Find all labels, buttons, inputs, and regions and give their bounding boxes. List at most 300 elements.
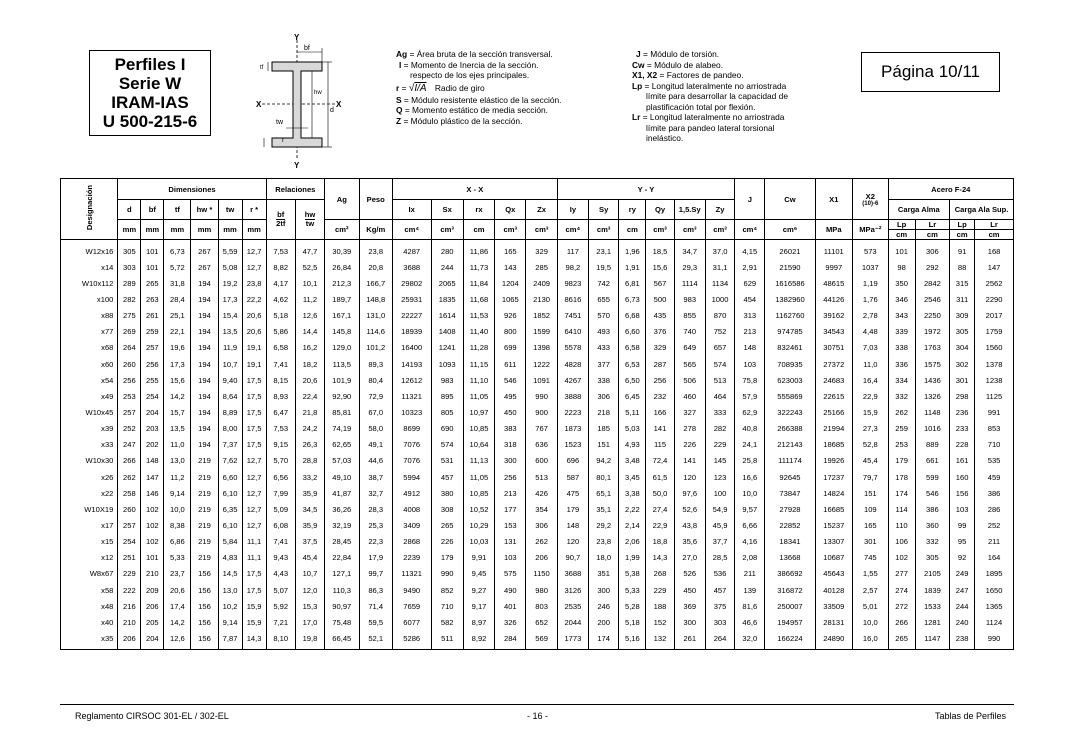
table-cell: 7076 bbox=[392, 437, 431, 453]
table-row bbox=[61, 485, 1014, 501]
table-cell: 148 bbox=[735, 340, 765, 356]
table-cell: 991 bbox=[975, 404, 1014, 420]
title-line-1: Perfiles I bbox=[114, 55, 186, 74]
table-cell: 143 bbox=[495, 259, 526, 275]
table-cell: 16,0 bbox=[853, 630, 888, 649]
table-cell: 800 bbox=[495, 324, 526, 340]
table-cell: 194 bbox=[191, 404, 218, 420]
col-r: r * bbox=[242, 200, 266, 220]
legend-left-sym-5: Q bbox=[396, 105, 403, 115]
table-cell: 1065 bbox=[495, 291, 526, 307]
table-cell: 17,5 bbox=[242, 404, 266, 420]
table-cell: 52,6 bbox=[674, 501, 705, 517]
table-cell: 194 bbox=[191, 356, 218, 372]
table-cell: 11,10 bbox=[463, 372, 494, 388]
unit-cell: cm bbox=[619, 220, 646, 240]
table-cell: 66,45 bbox=[325, 630, 359, 649]
table-cell: 20,6 bbox=[242, 324, 266, 340]
table-cell: 98,2 bbox=[557, 259, 588, 275]
table-cell: 22,9 bbox=[646, 517, 674, 533]
table-cell: 274 bbox=[888, 582, 915, 598]
table-cell: 4287 bbox=[392, 240, 431, 260]
table-cell: 131 bbox=[495, 534, 526, 550]
table-cell: 43,8 bbox=[674, 517, 705, 533]
table-cell: 9,43 bbox=[266, 550, 295, 566]
table-cell: 360 bbox=[915, 517, 949, 533]
table-cell: 61,5 bbox=[646, 469, 674, 485]
table-cell: 6,73 bbox=[164, 240, 191, 260]
table-cell: 74,19 bbox=[325, 421, 359, 437]
table-cell: 258 bbox=[118, 485, 141, 501]
table-cell: 194 bbox=[191, 308, 218, 324]
table-cell: 65,1 bbox=[589, 485, 619, 501]
table-cell: 256 bbox=[141, 356, 164, 372]
table-cell: 261 bbox=[141, 308, 164, 324]
table-cell: 1650 bbox=[975, 582, 1014, 598]
header-j: J bbox=[735, 179, 765, 220]
table-cell: 92 bbox=[950, 550, 975, 566]
table-cell: 102 bbox=[141, 517, 164, 533]
table-row bbox=[61, 324, 1014, 340]
table-cell: 11,53 bbox=[463, 308, 494, 324]
table-cell: 12,7 bbox=[242, 501, 266, 517]
table-cell: 256 bbox=[118, 372, 141, 388]
table-cell: 194957 bbox=[765, 614, 815, 630]
table-cell: 101 bbox=[888, 240, 915, 260]
table-cell: 23,8 bbox=[589, 534, 619, 550]
table-cell: 6410 bbox=[557, 324, 588, 340]
table-cell: 59,5 bbox=[359, 614, 392, 630]
col-zy: Zy bbox=[705, 200, 734, 220]
table-cell: 26,84 bbox=[325, 259, 359, 275]
table-cell: 260 bbox=[118, 356, 141, 372]
table-cell: 5,33 bbox=[619, 582, 646, 598]
header-carga-alma: Carga Alma bbox=[888, 200, 950, 220]
table-cell: 1365 bbox=[975, 598, 1014, 614]
title-box bbox=[89, 50, 211, 136]
table-cell: 204 bbox=[141, 630, 164, 649]
table-cell: 803 bbox=[526, 598, 557, 614]
col-zx: Zx bbox=[526, 200, 557, 220]
table-cell: 165 bbox=[853, 517, 888, 533]
table-cell: 131,0 bbox=[359, 308, 392, 324]
table-cell: 5,18 bbox=[619, 614, 646, 630]
table-cell: 526 bbox=[674, 566, 705, 582]
table-cell: 54,9 bbox=[705, 501, 734, 517]
table-cell: 4,15 bbox=[735, 240, 765, 260]
table-cell: 253 bbox=[118, 388, 141, 404]
table-cell: 50,0 bbox=[646, 485, 674, 501]
table-cell: 740 bbox=[674, 324, 705, 340]
table-cell: 5,38 bbox=[619, 566, 646, 582]
table-cell: 350 bbox=[888, 275, 915, 291]
table-cell: 6,68 bbox=[619, 308, 646, 324]
table-cell: 926 bbox=[495, 308, 526, 324]
table-cell: 85,81 bbox=[325, 404, 359, 420]
table-cell: 286 bbox=[975, 501, 1014, 517]
table-cell: 10,7 bbox=[295, 566, 324, 582]
unit-cell: cm⁴ bbox=[557, 220, 588, 240]
table-cell: 300 bbox=[589, 582, 619, 598]
table-cell: 895 bbox=[431, 388, 463, 404]
table-cell: 805 bbox=[431, 404, 463, 420]
table-cell: 267 bbox=[191, 259, 218, 275]
table-cell: 147 bbox=[975, 259, 1014, 275]
legend-right-sym-1: Cw bbox=[632, 59, 645, 70]
table-cell: 5,59 bbox=[218, 240, 242, 260]
table-cell: 9,91 bbox=[463, 550, 494, 566]
table-cell: 4,16 bbox=[735, 534, 765, 550]
col-tf: tf bbox=[164, 200, 191, 220]
table-row bbox=[61, 501, 1014, 517]
col-qx: Qx bbox=[495, 200, 526, 220]
table-cell: 4828 bbox=[557, 356, 588, 372]
table-cell: 377 bbox=[589, 356, 619, 372]
table-cell: 17,0 bbox=[295, 614, 324, 630]
table-cell: 600 bbox=[526, 453, 557, 469]
table-cell: 500 bbox=[646, 291, 674, 307]
table-cell: 22,1 bbox=[164, 324, 191, 340]
table-row bbox=[61, 356, 1014, 372]
table-cell: 1,91 bbox=[619, 259, 646, 275]
table-cell: 5,07 bbox=[266, 582, 295, 598]
table-cell: 575 bbox=[495, 566, 526, 582]
table-cell: 1326 bbox=[915, 388, 949, 404]
table-cell: 322243 bbox=[765, 404, 815, 420]
row-designation: x33 bbox=[61, 437, 118, 453]
table-cell: 25931 bbox=[392, 291, 431, 307]
table-cell: 7,41 bbox=[266, 356, 295, 372]
table-cell: 101 bbox=[141, 259, 164, 275]
table-cell: 490 bbox=[495, 582, 526, 598]
table-cell: 254 bbox=[141, 388, 164, 404]
header-relaciones: Relaciones bbox=[266, 179, 324, 200]
table-cell: 6,47 bbox=[266, 404, 295, 420]
table-cell: 101 bbox=[141, 240, 164, 260]
table-cell: 546 bbox=[495, 372, 526, 388]
table-cell: 386 bbox=[915, 501, 949, 517]
acero-col-unit: cm bbox=[956, 230, 968, 239]
table-cell: 2065 bbox=[431, 275, 463, 291]
table-cell: 102 bbox=[141, 501, 164, 517]
table-cell: 244 bbox=[950, 598, 975, 614]
table-cell: 4267 bbox=[557, 372, 588, 388]
table-cell: 3,48 bbox=[619, 453, 646, 469]
label-d: d bbox=[330, 107, 334, 114]
table-cell: 767 bbox=[526, 421, 557, 437]
table-cell: 4,83 bbox=[218, 550, 242, 566]
col-bf-2tf: $\frac{bf}{2tf}$ bbox=[266, 200, 295, 240]
table-cell: 257 bbox=[141, 340, 164, 356]
table-cell: 10687 bbox=[815, 550, 853, 566]
table-cell: 15,9 bbox=[853, 404, 888, 420]
table-cell: 17,5 bbox=[242, 582, 266, 598]
table-cell: 211 bbox=[975, 534, 1014, 550]
table-cell: 29,3 bbox=[674, 259, 705, 275]
table-cell: 109 bbox=[853, 501, 888, 517]
table-cell: 710 bbox=[431, 598, 463, 614]
table-cell: 20,6 bbox=[242, 308, 266, 324]
acero-col-label: Lr bbox=[975, 220, 1013, 230]
table-cell: 262 bbox=[118, 469, 141, 485]
table-cell: 18,0 bbox=[589, 550, 619, 566]
legend-left-txt-4: = Módulo resistente elástico de la sección. bbox=[401, 94, 562, 105]
table-cell: 62,9 bbox=[735, 404, 765, 420]
table-cell: 19,2 bbox=[218, 275, 242, 291]
unit-cell: mm bbox=[141, 220, 164, 240]
table-cell: 7,53 bbox=[266, 240, 295, 260]
table-cell: 287 bbox=[646, 356, 674, 372]
table-cell: 1599 bbox=[526, 324, 557, 340]
table-cell: 12,7 bbox=[242, 240, 266, 260]
table-cell: 9490 bbox=[392, 582, 431, 598]
table-cell: 10,03 bbox=[463, 534, 494, 550]
table-cell: 236 bbox=[950, 404, 975, 420]
table-cell: 13307 bbox=[815, 534, 853, 550]
row-designation: x48 bbox=[61, 598, 118, 614]
row-designation: x88 bbox=[61, 308, 118, 324]
table-cell: 3409 bbox=[392, 517, 431, 533]
table-cell: 16685 bbox=[815, 501, 853, 517]
row-designation: W10x45 bbox=[61, 404, 118, 420]
table-cell: 7,41 bbox=[266, 534, 295, 550]
table-cell: 12,6 bbox=[164, 630, 191, 649]
table-cell: 27,0 bbox=[674, 550, 705, 566]
table-cell: 332 bbox=[888, 388, 915, 404]
table-cell: 20,6 bbox=[164, 582, 191, 598]
table-cell: 178 bbox=[888, 469, 915, 485]
acero-col-header bbox=[915, 220, 949, 240]
header-x1: X1 bbox=[815, 179, 853, 220]
table-cell: 7,21 bbox=[266, 614, 295, 630]
table-cell: 333 bbox=[705, 404, 734, 420]
table-cell: 354 bbox=[526, 501, 557, 517]
table-row bbox=[61, 534, 1014, 550]
table-cell: 260 bbox=[118, 501, 141, 517]
table-cell: 34,7 bbox=[674, 240, 705, 260]
table-cell: 222 bbox=[118, 582, 141, 598]
table-cell: 11,1 bbox=[242, 550, 266, 566]
unit-cell: mm bbox=[118, 220, 141, 240]
table-cell: 17,9 bbox=[359, 550, 392, 566]
table-cell: 6,60 bbox=[218, 469, 242, 485]
table-row bbox=[61, 259, 1014, 275]
table-cell: 1759 bbox=[975, 324, 1014, 340]
table-cell: 167,1 bbox=[325, 308, 359, 324]
table-cell: 11,9 bbox=[218, 340, 242, 356]
table-cell: 305 bbox=[118, 240, 141, 260]
table-cell: 1533 bbox=[915, 598, 949, 614]
table-cell: 265 bbox=[431, 517, 463, 533]
legend-right-sym-6: Lr bbox=[632, 112, 641, 122]
table-cell: 15,6 bbox=[646, 259, 674, 275]
table-cell: 250007 bbox=[765, 598, 815, 614]
unit-cell: cm³ bbox=[526, 220, 557, 240]
table-cell: 211 bbox=[735, 566, 765, 582]
table-cell: 24890 bbox=[815, 630, 853, 649]
table-cell: 20,6 bbox=[295, 372, 324, 388]
table-cell: 255 bbox=[141, 372, 164, 388]
table-cell: 1222 bbox=[526, 356, 557, 372]
table-cell: 302 bbox=[950, 356, 975, 372]
table-cell: 10,52 bbox=[463, 501, 494, 517]
table-cell: 329 bbox=[646, 340, 674, 356]
table-cell: 284 bbox=[495, 630, 526, 649]
table-cell: 11,0 bbox=[853, 356, 888, 372]
table-cell: 17,5 bbox=[242, 566, 266, 582]
table-cell: 8,93 bbox=[266, 388, 295, 404]
table-cell: 329 bbox=[526, 240, 557, 260]
legend-right-txt-5: plastificación total por flexión. bbox=[646, 101, 756, 112]
table-cell: 37,5 bbox=[295, 534, 324, 550]
table-cell: 17,4 bbox=[164, 598, 191, 614]
table-cell: 174 bbox=[589, 630, 619, 649]
table-cell: 166 bbox=[646, 404, 674, 420]
table-cell: 4008 bbox=[392, 501, 431, 517]
table-cell: 25,8 bbox=[735, 453, 765, 469]
row-designation: x60 bbox=[61, 356, 118, 372]
table-cell: 19,8 bbox=[295, 630, 324, 649]
table-cell: 2,08 bbox=[735, 550, 765, 566]
table-cell: 4,48 bbox=[853, 324, 888, 340]
table-cell: 1835 bbox=[431, 291, 463, 307]
table-cell: 990 bbox=[526, 388, 557, 404]
table-cell: 18939 bbox=[392, 324, 431, 340]
header-xx: X - X bbox=[392, 179, 557, 200]
row-designation: W10X19 bbox=[61, 501, 118, 517]
row-designation: x22 bbox=[61, 485, 118, 501]
table-cell: 1972 bbox=[915, 324, 949, 340]
table-cell: 339 bbox=[888, 324, 915, 340]
table-cell: 249 bbox=[950, 566, 975, 582]
table-cell: 386 bbox=[975, 485, 1014, 501]
row-designation: x49 bbox=[61, 388, 118, 404]
table-cell: 369 bbox=[674, 598, 705, 614]
table-cell: 13,5 bbox=[164, 421, 191, 437]
table-cell: 16,6 bbox=[735, 469, 765, 485]
table-cell: 206 bbox=[141, 598, 164, 614]
table-cell: 983 bbox=[674, 291, 705, 307]
table-cell: 73847 bbox=[765, 485, 815, 501]
table-cell: 10323 bbox=[392, 404, 431, 420]
table-cell: 259 bbox=[141, 324, 164, 340]
table-cell: 570 bbox=[589, 308, 619, 324]
table-cell: 282 bbox=[118, 291, 141, 307]
header-peso: Peso bbox=[359, 179, 392, 220]
table-cell: 14,3 bbox=[242, 630, 266, 649]
table-cell: 629 bbox=[735, 275, 765, 291]
table-cell: 8,97 bbox=[463, 614, 494, 630]
table-cell: 1125 bbox=[975, 388, 1014, 404]
table-cell: 209 bbox=[141, 582, 164, 598]
table-cell: 205 bbox=[141, 614, 164, 630]
table-cell: 22852 bbox=[765, 517, 815, 533]
table-cell: 23,8 bbox=[242, 275, 266, 291]
table-cell: 2,57 bbox=[853, 582, 888, 598]
col-hw: hw * bbox=[191, 200, 218, 220]
label-y-top: Y bbox=[294, 33, 300, 42]
table-cell: 285 bbox=[526, 259, 557, 275]
table-cell: 23,7 bbox=[164, 566, 191, 582]
table-cell: 1150 bbox=[526, 566, 557, 582]
table-cell: 152 bbox=[646, 614, 674, 630]
table-cell: 32,7 bbox=[359, 485, 392, 501]
table-cell: 168 bbox=[975, 240, 1014, 260]
table-cell: 24683 bbox=[815, 372, 853, 388]
acero-col-header bbox=[950, 220, 975, 240]
table-cell: 20,8 bbox=[359, 259, 392, 275]
table-cell: 306 bbox=[589, 388, 619, 404]
footer-line bbox=[60, 704, 1014, 705]
table-cell: 17,5 bbox=[242, 421, 266, 437]
table-cell: 12,7 bbox=[242, 485, 266, 501]
table-cell: 52,1 bbox=[359, 630, 392, 649]
table-cell: 264 bbox=[118, 340, 141, 356]
legend-right bbox=[632, 49, 788, 144]
table-cell: 7,53 bbox=[266, 421, 295, 437]
row-designation: W8x67 bbox=[61, 566, 118, 582]
table-cell: 708935 bbox=[765, 356, 815, 372]
table-cell: 90,97 bbox=[325, 598, 359, 614]
row-designation: x39 bbox=[61, 421, 118, 437]
table-cell: 511 bbox=[431, 630, 463, 649]
table-cell: 1204 bbox=[495, 275, 526, 291]
table-cell: 103 bbox=[735, 356, 765, 372]
table-cell: 8,15 bbox=[266, 372, 295, 388]
table-cell: 29802 bbox=[392, 275, 431, 291]
table-cell: 40,8 bbox=[735, 421, 765, 437]
table-cell: 657 bbox=[705, 340, 734, 356]
table-cell: 661 bbox=[915, 453, 949, 469]
table-cell: 18685 bbox=[815, 437, 853, 453]
table-cell: 11,73 bbox=[463, 259, 494, 275]
table-cell: 9,40 bbox=[218, 372, 242, 388]
table-cell: 4,17 bbox=[266, 275, 295, 291]
table-cell: 2,06 bbox=[619, 534, 646, 550]
table-cell: 37,0 bbox=[705, 240, 734, 260]
table-cell: 14193 bbox=[392, 356, 431, 372]
table-cell: 2535 bbox=[557, 598, 588, 614]
table-cell: 219 bbox=[191, 485, 218, 501]
table-cell: 7451 bbox=[557, 308, 588, 324]
table-cell: 58,0 bbox=[359, 421, 392, 437]
table-cell: 2546 bbox=[915, 291, 949, 307]
table-cell: 13,0 bbox=[164, 453, 191, 469]
table-cell: 238 bbox=[950, 630, 975, 649]
table-cell: 2017 bbox=[975, 308, 1014, 324]
table-cell: 742 bbox=[589, 275, 619, 291]
table-cell: 318 bbox=[495, 437, 526, 453]
table-cell: 7,37 bbox=[218, 437, 242, 453]
table-cell: 28,5 bbox=[705, 550, 734, 566]
table-cell: 1114 bbox=[674, 275, 705, 291]
table-cell: 980 bbox=[526, 582, 557, 598]
table-cell: 11,28 bbox=[463, 340, 494, 356]
legend-right-txt-0: = Módulo de torsión. bbox=[640, 49, 720, 59]
legend-right-txt-2: = Factores de pandeo. bbox=[657, 70, 744, 80]
table-cell: 546 bbox=[915, 485, 949, 501]
row-designation: x17 bbox=[61, 517, 118, 533]
table-cell: 72,9 bbox=[359, 388, 392, 404]
table-cell: 303 bbox=[705, 614, 734, 630]
table-cell: 218 bbox=[589, 404, 619, 420]
col-d: d bbox=[118, 200, 141, 220]
col-ry: ry bbox=[619, 200, 646, 220]
table-cell: 266388 bbox=[765, 421, 815, 437]
table-cell: 4,43 bbox=[266, 566, 295, 582]
table-cell: 17,5 bbox=[242, 388, 266, 404]
table-cell: 28,8 bbox=[295, 453, 324, 469]
